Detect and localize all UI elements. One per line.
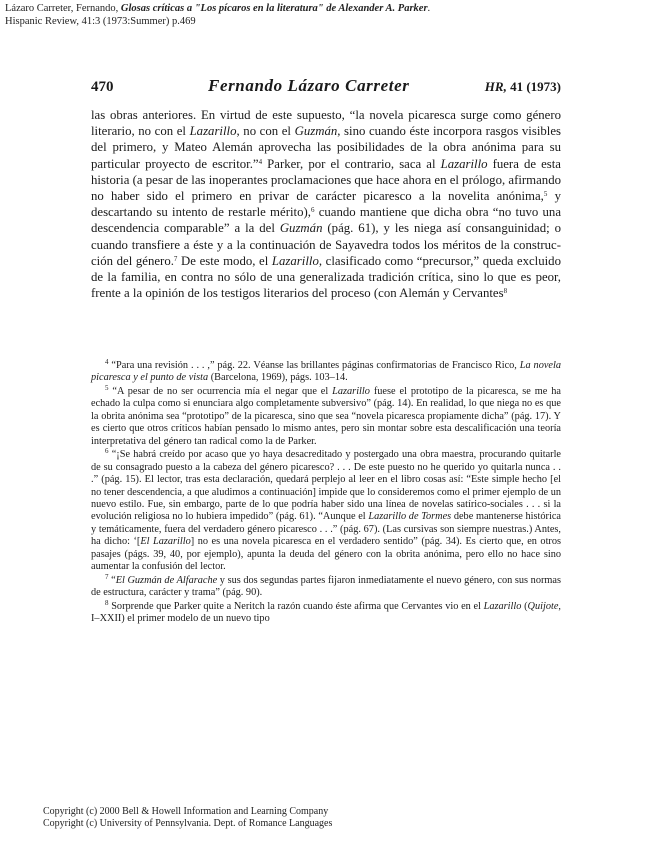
footnote-ref: 5 [543,190,548,199]
footnote-7: $^7$ “El Guzmán de Alfarache y sus dos segundas partes fijaron inmediatamente el nuevo género, con sus normas de estructura, carácter y trama” (pág. 90). [91,572,561,599]
copyright-line-2: Copyright (c) University of Pennsylvania. Dept. of Romance Languages [43,818,333,829]
copyright-footer [43,806,603,830]
journal-reference: HR, 41 (1973) [484,79,561,94]
footnote-5: $^5$ “A pesar de no ser ocurrencia mía el negar que el Lazarillo fuese el prototipo de la picaresca, se me ha echado la culpa como si enunciara algo completamente subversivo” (pág. 14). En realidad, lo que niega no es que la obrita anónima sea “prototipo” de la picaresca, sino que sea “novela picaresca propiamente dicha” (pág. 17). Y es cierto que otros críticos habían pensado lo mismo antes, pero sin montar sobre esta descalificación una teoría interpretativa del género tan radical como la de Parker. [91,383,561,447]
footnote-8: $^8$ Sorprende que Parker quite a Neritch la razón cuando éste afirma que Cervantes vio en el Lazarillo (Quijote, I–XXII) el primer modelo de un nuevo tipo [91,598,561,625]
footnote-6: $^6$ “¡Se habrá creído por acaso que yo haya desacreditado y postergado una obra maestra, procurando quitarle de su consagrado puesto a la cabeza del género picaresco? . . . De este puesto no he querido yo quitarla nunca . . .” (pág. 15). El lector, tras esta declaración, quedará perplejo al leer en el libro cosas así: “Este simple hecho [el no tener descendencia, a que aludimos a continuación] impide que lo consideremos como el primer ejemplo de un nuevo estilo. Fue, sin embargo, parte de lo que podría haber sido una línea de novelas satírico-sociales . . . si la evolución religiosa no lo hubiera impedido” (pág. 61). “Aunque el Lazarillo de Tormes debe mantenerse histórica y temáticamente, fuera del verdadero género picaresco . . .” (pág. 67). (Las cursivas son siempre nuestras.) Antes, ha dicho: ‘[El Lazarillo] no es una novela picaresca en el verdadero sentido” (pág. 34). Es cierto que, en otros pasajes (págs. 39, 40, por ejemplo), apunta la deuda del género con la obrita anónima, pero ello no hace sino aumentar la confusión del lector. [91,447,562,573]
citation-article-title: Glosas críticas a "Los pícaros en la literatura" de Alexander A. Parker [120,3,428,14]
body-paragraph: las obras anteriores. En virtud de este supuesto, “la novela picaresca surge como género literario, no con el Lazarillo, no con el Guzmán, sino cuando éste incorpora rasgos visibles del primero, y Mateo Alemán aprovecha las posibilidades de la obra anónima para su particular proyecto de escritor.”$^4$ Parker, por el contrario, saca al Lazarillo fuera de esta historia (a pesar de las inoperantes proclamaciones que hace ahora en el prólogo, afirmando no haber sido el primero en privar de carácter picaresco a la novelita anónima,$^5$ y descartando su intento de restarle mérito),$^6$ cuando mantiene que dicha obra “no tuvo una descendencia comparable” a la del Guzmán (pág. 61), y les niega así consanguinidad; o cuando transfiere a éste y a la continuación de Sayavedra todos los méritos de la construcción del género.$^7$ De este modo, el Lazarillo, clasificado como “precursor,” queda excluido de la familia, en contra no sólo de una generalizada tradición crítica, sino lo que es peor, frente a la opinión de los testigos literarios del proceso (con Alemán y Cervantes$^8$ [91,108,561,301]
running-author: Fernando Lázaro Carreter [208,76,410,95]
footnote-ref: 6 [310,206,315,215]
citation-line-2: Hispanic Review, 41:3 (1973:Summer) p.469 [5,16,196,27]
footnote-ref: 8 [503,287,508,296]
citation-line-1: Lázaro Carreter, Fernando, Glosas críticas a "Los pícaros en la literatura" de Alexander A. Parker. [5,3,431,14]
running-head [91,76,561,99]
footnotes [91,360,561,627]
copyright-line-1: Copyright (c) 2000 Bell & Howell Information and Learning Company [43,806,329,817]
footnote-ref: 4 [258,157,263,166]
footnote-4: $^4$ “Para una revisión . . . ,” pág. 22. Véanse las brillantes páginas confirmatorias de Francisco Rico, La novela picaresca y el punto de vista (Barcelona, 1969), págs. 103–14. [91,358,561,384]
page-number: 470 [91,79,114,95]
citation-header [5,2,645,28]
footnote-ref: 7 [173,254,178,263]
